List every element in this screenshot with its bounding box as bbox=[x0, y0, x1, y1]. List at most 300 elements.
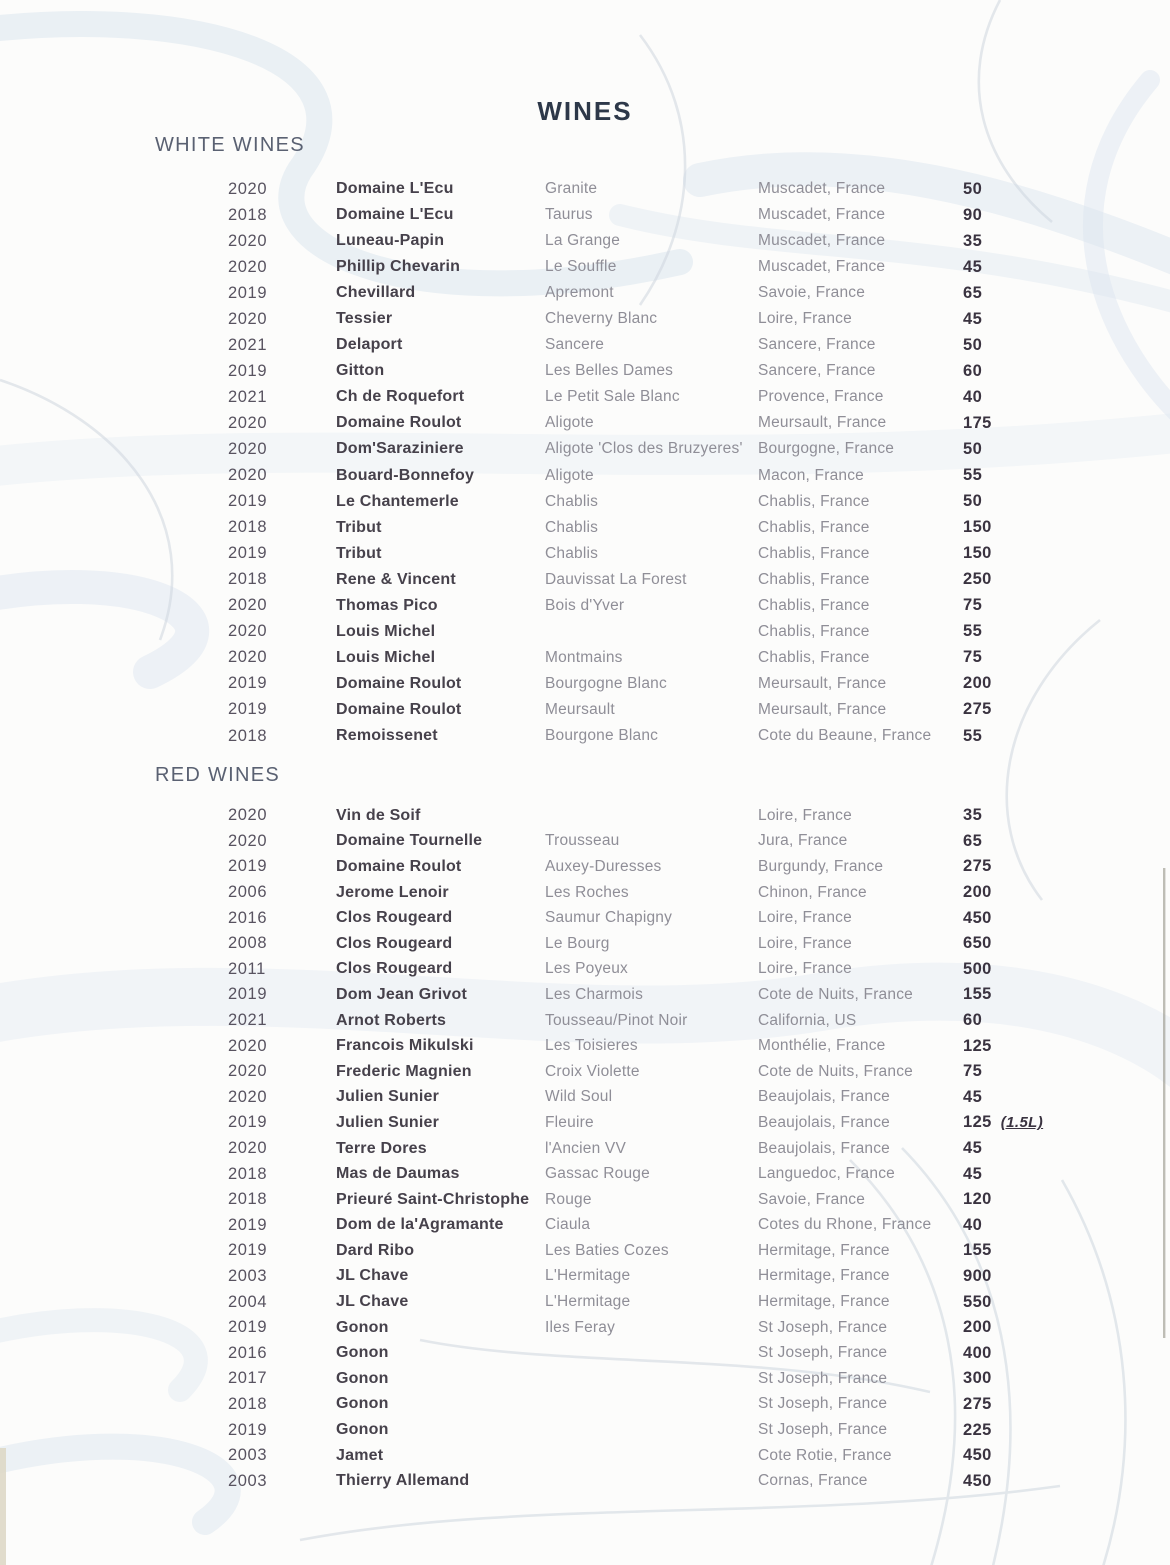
wine-cuvee: Cheverny Blanc bbox=[545, 310, 658, 328]
wine-cuvee: Auxey-Duresses bbox=[545, 857, 662, 875]
wine-price-cell bbox=[963, 180, 1168, 199]
wine-cuvee: Trousseau bbox=[545, 832, 620, 850]
wine-producer: Vin de Soif bbox=[336, 806, 421, 824]
wine-cuvee: Rouge bbox=[545, 1190, 592, 1208]
wine-cuvee: Fleuire bbox=[545, 1113, 594, 1131]
wine-year: 2020 bbox=[228, 179, 268, 198]
wine-price: 450 bbox=[963, 1446, 992, 1465]
wine-price-cell bbox=[963, 440, 1168, 459]
wine-row bbox=[228, 829, 1168, 855]
wine-price: 65 bbox=[963, 283, 983, 302]
wine-region: Cote de Nuits, France bbox=[758, 985, 913, 1003]
wine-producer: Bouard-Bonnefoy bbox=[336, 466, 475, 484]
wine-region: Muscadet, France bbox=[758, 258, 886, 276]
wine-row bbox=[228, 410, 1168, 436]
wine-cuvee: Iles Feray bbox=[545, 1318, 616, 1336]
wine-year: 2011 bbox=[228, 959, 266, 978]
wine-cuvee: Aligote bbox=[545, 466, 594, 484]
wine-producer: Julien Sunier bbox=[336, 1113, 440, 1131]
wine-price-cell bbox=[963, 1011, 1168, 1030]
wine-price: 450 bbox=[963, 1471, 992, 1490]
wine-row bbox=[228, 567, 1168, 593]
wine-price: 60 bbox=[963, 361, 983, 380]
wine-region: St Joseph, France bbox=[758, 1421, 888, 1439]
wine-year: 2008 bbox=[228, 934, 268, 953]
wine-year: 2019 bbox=[228, 1113, 268, 1132]
wine-row bbox=[228, 723, 1168, 749]
wine-row bbox=[228, 1417, 1168, 1443]
wine-producer: Domaine L'Ecu bbox=[336, 206, 454, 224]
wine-price: 90 bbox=[963, 205, 983, 224]
wine-price: 45 bbox=[963, 1164, 983, 1183]
wine-region: Chinon, France bbox=[758, 883, 867, 901]
wine-price: 650 bbox=[963, 934, 992, 953]
wine-price-cell bbox=[963, 674, 1168, 693]
wine-price-cell bbox=[963, 1395, 1168, 1414]
wine-price-cell bbox=[963, 388, 1168, 407]
wine-row bbox=[228, 332, 1168, 358]
section-header: RED WINES bbox=[155, 764, 281, 786]
wine-year: 2006 bbox=[228, 883, 268, 902]
wine-year: 2020 bbox=[228, 831, 268, 850]
wine-producer: Dom Jean Grivot bbox=[336, 985, 468, 1003]
wine-year: 2020 bbox=[228, 257, 268, 276]
wine-region: Hermitage, France bbox=[758, 1241, 890, 1259]
wine-row bbox=[228, 803, 1168, 829]
wine-year: 2018 bbox=[228, 205, 268, 224]
wine-price-cell bbox=[963, 832, 1168, 851]
wine-price-cell bbox=[963, 1139, 1168, 1158]
wine-producer: Mas de Daumas bbox=[336, 1165, 460, 1183]
wine-price-cell bbox=[963, 934, 1168, 953]
wine-year: 2020 bbox=[228, 309, 268, 328]
wine-region: Meursault, France bbox=[758, 414, 887, 432]
wine-price: 275 bbox=[963, 1394, 992, 1413]
wine-producer: Julien Sunier bbox=[336, 1088, 440, 1106]
wine-row bbox=[228, 1187, 1168, 1213]
wine-cuvee: Ciaula bbox=[545, 1216, 591, 1234]
wine-producer: Arnot Roberts bbox=[336, 1011, 447, 1029]
wine-region: Muscadet, France bbox=[758, 180, 886, 198]
wine-price-cell bbox=[963, 544, 1168, 563]
wine-region: Languedoc, France bbox=[758, 1165, 895, 1183]
wine-year: 2020 bbox=[228, 466, 268, 485]
wine-price: 65 bbox=[963, 831, 983, 850]
wine-row bbox=[228, 619, 1168, 645]
wine-region: Cornas, France bbox=[758, 1472, 868, 1490]
wine-price-cell bbox=[963, 466, 1168, 485]
wine-cuvee: Apremont bbox=[545, 284, 614, 302]
wine-region: Burgundy, France bbox=[758, 857, 884, 875]
wine-row bbox=[228, 593, 1168, 619]
wine-cuvee: Chablis bbox=[545, 492, 599, 510]
wine-row bbox=[228, 202, 1168, 228]
wine-producer: Gonon bbox=[336, 1318, 389, 1336]
wine-price-cell bbox=[963, 1293, 1168, 1312]
wine-row bbox=[228, 228, 1168, 254]
wine-price: 155 bbox=[963, 985, 992, 1004]
wine-year: 2020 bbox=[228, 806, 268, 825]
wine-year: 2019 bbox=[228, 1215, 268, 1234]
wine-producer: JL Chave bbox=[336, 1293, 409, 1311]
wine-year: 2003 bbox=[228, 1471, 268, 1490]
wine-region: Loire, France bbox=[758, 960, 852, 978]
wine-price: 75 bbox=[963, 1062, 983, 1081]
wine-region: Meursault, France bbox=[758, 700, 887, 718]
wine-year: 2019 bbox=[228, 700, 268, 719]
wine-producer: Clos Rougeard bbox=[336, 960, 453, 978]
wine-price: 35 bbox=[963, 231, 983, 250]
wine-price-cell bbox=[963, 806, 1168, 825]
wine-row bbox=[228, 384, 1168, 410]
wine-region: St Joseph, France bbox=[758, 1395, 888, 1413]
wine-year: 2019 bbox=[228, 985, 268, 1004]
wine-cuvee: Meursault bbox=[545, 700, 615, 718]
wine-producer: Phillip Chevarin bbox=[336, 258, 461, 276]
wine-price: 400 bbox=[963, 1343, 992, 1362]
wine-price: 50 bbox=[963, 335, 983, 354]
wine-region: Chablis, France bbox=[758, 518, 870, 536]
wine-price-cell bbox=[963, 857, 1168, 876]
wine-price-cell bbox=[963, 909, 1168, 928]
wine-region: St Joseph, France bbox=[758, 1369, 888, 1387]
wine-region: Loire, France bbox=[758, 934, 852, 952]
wine-row bbox=[228, 1238, 1168, 1264]
wine-region: Loire, France bbox=[758, 909, 852, 927]
wine-producer: Tessier bbox=[336, 310, 393, 328]
wine-row bbox=[228, 697, 1168, 723]
wine-row bbox=[228, 1392, 1168, 1418]
wine-region: Jura, France bbox=[758, 832, 848, 850]
wine-price: 60 bbox=[963, 1011, 983, 1030]
wine-year: 2020 bbox=[228, 648, 268, 667]
wine-year: 2003 bbox=[228, 1266, 268, 1285]
wine-region: Chablis, France bbox=[758, 544, 870, 562]
wine-price: 550 bbox=[963, 1292, 992, 1311]
wine-year: 2018 bbox=[228, 518, 268, 537]
wine-price: 50 bbox=[963, 439, 983, 458]
wine-year: 2018 bbox=[228, 570, 268, 589]
wine-year: 2020 bbox=[228, 1036, 268, 1055]
wine-year: 2004 bbox=[228, 1292, 268, 1311]
wine-region: Loire, France bbox=[758, 806, 852, 824]
wine-region: Chablis, France bbox=[758, 648, 870, 666]
wine-row bbox=[228, 1468, 1168, 1494]
wine-cuvee: Le Bourg bbox=[545, 934, 610, 952]
wine-price: 300 bbox=[963, 1369, 992, 1388]
wine-producer: Gonon bbox=[336, 1344, 389, 1362]
wine-price-cell bbox=[963, 1037, 1168, 1056]
wine-region: Muscadet, France bbox=[758, 232, 886, 250]
wine-region: Cote de Nuits, France bbox=[758, 1062, 913, 1080]
wine-region: Savoie, France bbox=[758, 1190, 866, 1208]
wine-price: 225 bbox=[963, 1420, 992, 1439]
wine-price-cell bbox=[963, 622, 1168, 641]
wine-region: Hermitage, France bbox=[758, 1267, 890, 1285]
wine-cuvee: Granite bbox=[545, 180, 598, 198]
wine-cuvee: Les Roches bbox=[545, 883, 629, 901]
wine-price-cell bbox=[963, 492, 1168, 511]
wine-region: Chablis, France bbox=[758, 570, 870, 588]
wine-producer: Domaine Roulot bbox=[336, 674, 462, 692]
wine-price-cell bbox=[963, 518, 1168, 537]
wine-region: Loire, France bbox=[758, 310, 852, 328]
wine-cuvee: Bourgogne Blanc bbox=[545, 674, 667, 692]
wine-price-cell bbox=[963, 596, 1168, 615]
wine-row bbox=[228, 854, 1168, 880]
wine-row bbox=[228, 905, 1168, 931]
wine-price-cell bbox=[963, 1190, 1168, 1209]
wine-price: 200 bbox=[963, 1318, 992, 1337]
wine-producer: Domaine Roulot bbox=[336, 857, 462, 875]
wine-region: Macon, France bbox=[758, 466, 864, 484]
wine-region: Monthélie, France bbox=[758, 1037, 886, 1055]
wine-price: 40 bbox=[963, 387, 983, 406]
wine-price-cell bbox=[963, 1216, 1168, 1235]
wine-price-cell bbox=[963, 1318, 1168, 1337]
wine-year: 2021 bbox=[228, 335, 268, 354]
wine-cuvee: Le Petit Sale Blanc bbox=[545, 388, 680, 406]
wine-producer: Le Chantemerle bbox=[336, 492, 459, 510]
wine-row bbox=[228, 982, 1168, 1008]
wine-producer: Delaport bbox=[336, 336, 403, 354]
wine-year: 2019 bbox=[228, 283, 268, 302]
wine-cuvee: L'Hermitage bbox=[545, 1267, 631, 1285]
wine-producer: Gonon bbox=[336, 1421, 389, 1439]
wine-cuvee: La Grange bbox=[545, 232, 621, 250]
wine-year: 2016 bbox=[228, 908, 268, 927]
wine-price: 75 bbox=[963, 596, 983, 615]
wine-producer: Dard Ribo bbox=[336, 1241, 415, 1259]
wine-cuvee: Montmains bbox=[545, 648, 623, 666]
wine-producer: Clos Rougeard bbox=[336, 934, 453, 952]
wine-cuvee: Tousseau/Pinot Noir bbox=[545, 1011, 688, 1029]
wine-year: 2019 bbox=[228, 544, 268, 563]
wine-region: Muscadet, France bbox=[758, 206, 886, 224]
wine-year: 2018 bbox=[228, 1190, 268, 1209]
wine-region: California, US bbox=[758, 1011, 857, 1029]
wine-cuvee: Saumur Chapigny bbox=[545, 909, 673, 927]
wine-row bbox=[228, 1085, 1168, 1111]
wine-price-cell bbox=[963, 1241, 1168, 1260]
wine-year: 2020 bbox=[228, 596, 268, 615]
wine-producer: Louis Michel bbox=[336, 648, 436, 666]
wine-row bbox=[228, 645, 1168, 671]
wine-row bbox=[228, 931, 1168, 957]
wine-price: 75 bbox=[963, 648, 983, 667]
wine-producer: Thierry Allemand bbox=[336, 1472, 470, 1490]
wine-price: 150 bbox=[963, 544, 992, 563]
wine-year: 2020 bbox=[228, 231, 268, 250]
wine-cuvee: Wild Soul bbox=[545, 1088, 613, 1106]
wine-row bbox=[228, 176, 1168, 202]
wine-price-cell bbox=[963, 1421, 1168, 1440]
wine-row bbox=[228, 436, 1168, 462]
wine-price: 55 bbox=[963, 466, 983, 485]
wine-producer: Rene & Vincent bbox=[336, 570, 456, 588]
wine-price: 175 bbox=[963, 413, 992, 432]
wine-producer: Francois Mikulski bbox=[336, 1037, 474, 1055]
wine-price-cell bbox=[963, 1113, 1168, 1132]
wine-row bbox=[228, 1059, 1168, 1085]
wine-price: 50 bbox=[963, 492, 983, 511]
wine-cuvee: Aligote bbox=[545, 414, 594, 432]
wine-row bbox=[228, 463, 1168, 489]
wine-price: 500 bbox=[963, 959, 992, 978]
wine-price-cell bbox=[963, 1165, 1168, 1184]
wine-row bbox=[228, 1033, 1168, 1059]
wine-region: Chablis, France bbox=[758, 596, 870, 614]
wine-producer: Jerome Lenoir bbox=[336, 883, 449, 901]
wine-region: Cotes du Rhone, France bbox=[758, 1216, 932, 1234]
wine-region: Beaujolais, France bbox=[758, 1088, 890, 1106]
wine-price: 150 bbox=[963, 518, 992, 537]
wine-price-cell bbox=[963, 570, 1168, 589]
wine-row bbox=[228, 280, 1168, 306]
wine-producer: Remoissenet bbox=[336, 727, 438, 744]
wine-price-cell bbox=[963, 414, 1168, 433]
wine-cuvee: Les Toisieres bbox=[545, 1037, 638, 1055]
wine-producer: Dom de la'Agramante bbox=[336, 1216, 504, 1234]
wine-row bbox=[228, 671, 1168, 697]
wine-table bbox=[228, 176, 1168, 749]
wine-row bbox=[228, 1264, 1168, 1290]
wine-year: 2020 bbox=[228, 413, 268, 432]
wine-year: 2019 bbox=[228, 1241, 268, 1260]
wine-row bbox=[228, 489, 1168, 515]
wine-price-cell bbox=[963, 960, 1168, 979]
wine-year: 2018 bbox=[228, 1394, 268, 1413]
wine-producer: Jamet bbox=[336, 1446, 384, 1464]
wine-cuvee: Bourgone Blanc bbox=[545, 727, 659, 744]
wine-region: Hermitage, France bbox=[758, 1293, 890, 1311]
wine-row bbox=[228, 957, 1168, 983]
wine-cuvee: Bois d'Yver bbox=[545, 596, 625, 614]
wine-cuvee: Les Poyeux bbox=[545, 960, 628, 978]
wine-row bbox=[228, 1340, 1168, 1366]
section-header: WHITE WINES bbox=[155, 134, 305, 156]
wine-price-cell bbox=[963, 336, 1168, 355]
wine-price-cell bbox=[963, 985, 1168, 1004]
wine-row bbox=[228, 1366, 1168, 1392]
wine-price: 155 bbox=[963, 1241, 992, 1260]
wine-price: 450 bbox=[963, 908, 992, 927]
wine-price-cell bbox=[963, 362, 1168, 381]
page-title: WINES bbox=[537, 96, 633, 126]
wine-region: Beaujolais, France bbox=[758, 1113, 890, 1131]
wine-price-cell bbox=[963, 1062, 1168, 1081]
wine-producer: Louis Michel bbox=[336, 622, 436, 640]
wine-region: St Joseph, France bbox=[758, 1318, 888, 1336]
wine-price: 900 bbox=[963, 1266, 992, 1285]
wine-cuvee: Le Souffle bbox=[545, 258, 617, 276]
wine-region: Beaujolais, France bbox=[758, 1139, 890, 1157]
wine-cuvee: Croix Violette bbox=[545, 1062, 640, 1080]
wine-price: 125 bbox=[963, 1036, 992, 1055]
wine-price: 55 bbox=[963, 726, 983, 745]
wine-price-cell bbox=[963, 883, 1168, 902]
wine-producer: Domaine Roulot bbox=[336, 700, 462, 718]
wine-producer: Luneau-Papin bbox=[336, 232, 445, 250]
wine-year: 2003 bbox=[228, 1446, 268, 1465]
wine-year: 2018 bbox=[228, 1164, 268, 1183]
wine-price-cell bbox=[963, 1088, 1168, 1107]
wine-year: 2017 bbox=[228, 1369, 268, 1388]
wine-cuvee: Les Baties Cozes bbox=[545, 1241, 669, 1259]
wine-producer: Domaine Tournelle bbox=[336, 832, 483, 850]
wine-row bbox=[228, 515, 1168, 541]
wine-row bbox=[228, 1289, 1168, 1315]
wine-region: Chablis, France bbox=[758, 622, 870, 640]
wine-producer: Thomas Pico bbox=[336, 596, 438, 614]
wine-producer: Clos Rougeard bbox=[336, 909, 453, 927]
wine-year: 2021 bbox=[228, 1011, 268, 1030]
wine-price: 125 bbox=[963, 1113, 992, 1132]
wine-cuvee: Sancere bbox=[545, 336, 605, 354]
wine-price: 275 bbox=[963, 700, 992, 719]
wine-producer: Chevillard bbox=[336, 284, 416, 302]
wine-year: 2019 bbox=[228, 857, 268, 876]
wine-year: 2019 bbox=[228, 361, 268, 380]
wine-producer: Dom'Saraziniere bbox=[336, 440, 464, 458]
wine-producer: Gonon bbox=[336, 1369, 389, 1387]
wine-price: 35 bbox=[963, 806, 983, 825]
wine-price: 45 bbox=[963, 1139, 983, 1158]
wine-price-cell bbox=[963, 206, 1168, 225]
wine-region: Provence, France bbox=[758, 388, 884, 406]
wine-region: Cote du Beaune, France bbox=[758, 727, 932, 744]
wine-price: 200 bbox=[963, 883, 992, 902]
wine-price-cell bbox=[963, 258, 1168, 277]
wine-region: Savoie, France bbox=[758, 284, 866, 302]
wine-price: 55 bbox=[963, 622, 983, 641]
wine-price: 45 bbox=[963, 1087, 983, 1106]
wine-price: 40 bbox=[963, 1215, 983, 1234]
wine-row bbox=[228, 1136, 1168, 1162]
wine-row bbox=[228, 1161, 1168, 1187]
wine-row bbox=[228, 1443, 1168, 1469]
wine-year: 2020 bbox=[228, 622, 268, 641]
wine-cuvee: Dauvissat La Forest bbox=[545, 570, 687, 588]
wine-year: 2016 bbox=[228, 1343, 268, 1362]
wine-price-cell bbox=[963, 1472, 1168, 1491]
wine-year: 2019 bbox=[228, 1420, 268, 1439]
wine-region: St Joseph, France bbox=[758, 1344, 888, 1362]
wine-producer: Frederic Magnien bbox=[336, 1062, 472, 1080]
wine-year: 2020 bbox=[228, 1087, 268, 1106]
wine-row bbox=[228, 1315, 1168, 1341]
wine-price-cell bbox=[963, 284, 1168, 303]
wine-price-cell bbox=[963, 232, 1168, 251]
wine-row bbox=[228, 358, 1168, 384]
wine-row bbox=[228, 1110, 1168, 1136]
wine-year: 2019 bbox=[228, 492, 268, 511]
bottle-size-note: (1.5L) bbox=[1000, 1114, 1044, 1132]
wine-producer: Ch de Roquefort bbox=[336, 388, 465, 406]
wine-producer: Prieuré Saint-Christophe bbox=[336, 1190, 530, 1208]
wine-price-cell bbox=[963, 1369, 1168, 1388]
wine-region: Chablis, France bbox=[758, 492, 870, 510]
wine-year: 2019 bbox=[228, 1318, 268, 1337]
wine-row bbox=[228, 1008, 1168, 1034]
wine-price: 200 bbox=[963, 674, 992, 693]
wine-producer: Tribut bbox=[336, 544, 382, 562]
wine-cuvee: Gassac Rouge bbox=[545, 1165, 650, 1183]
wine-region: Sancere, France bbox=[758, 336, 876, 354]
wine-price-cell bbox=[963, 1446, 1168, 1465]
wine-year: 2020 bbox=[228, 1139, 268, 1158]
wine-price-cell bbox=[963, 1344, 1168, 1363]
